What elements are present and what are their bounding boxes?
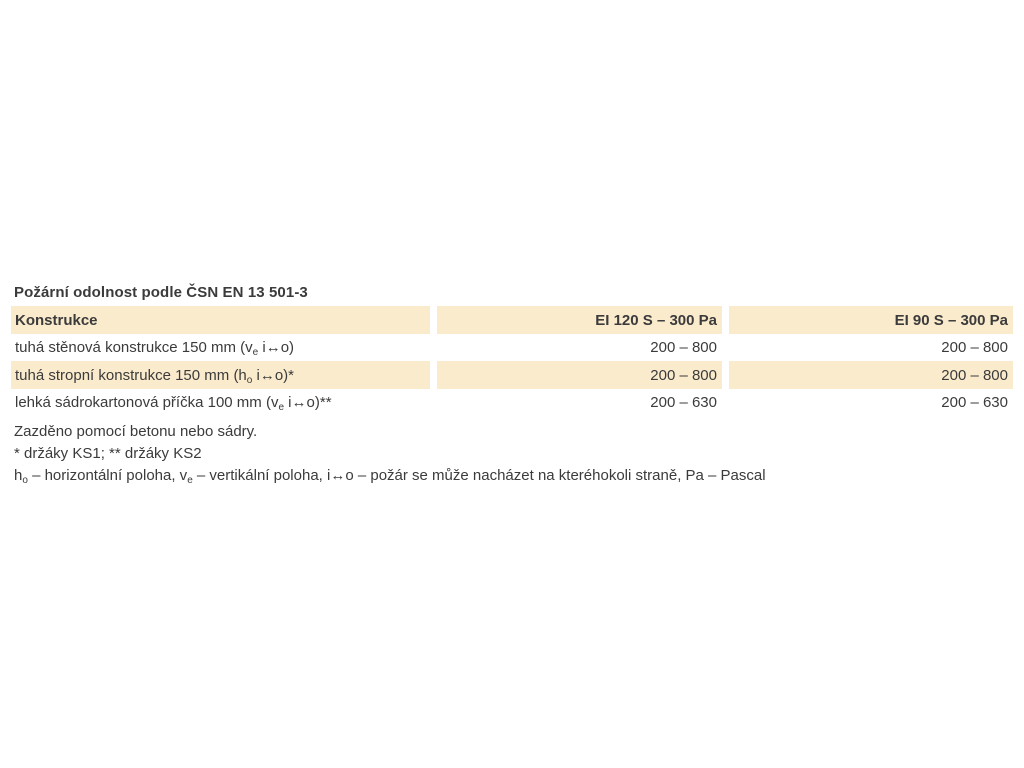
- row-label-text: lehká sádrokartonová příčka 100 mm ($v_e$ i↔o)**: [15, 394, 332, 413]
- table-cell-ei90: 200 – 630: [941, 394, 1008, 411]
- subscript: e: [278, 402, 285, 413]
- table-cell-ei90: 200 – 800: [941, 339, 1008, 356]
- table-cell-ei120: 200 – 800: [437, 361, 722, 389]
- legend-text: $h_o$ – horizontální poloha, $v_e$ – vertikální poloha, i↔o – požár se může nacházet na kteréhokoli straně, Pa – Pascal: [14, 466, 766, 486]
- table-cell-ei120: 200 – 800: [650, 339, 717, 356]
- fire-resistance-table: [11, 306, 1013, 416]
- subscript: e: [187, 474, 193, 486]
- fire-resistance-section: [11, 279, 1013, 486]
- row-label-text: tuhá stropní konstrukce 150 mm ($h_o$ i↔o)*: [15, 366, 295, 386]
- table-row-label: [11, 361, 430, 389]
- subscript: e: [252, 347, 259, 358]
- table-row-label: [11, 334, 430, 361]
- table-cell-ei90: 200 – 800: [729, 361, 1013, 389]
- table-header-ei90: EI 90 S – 300 Pa: [729, 306, 1013, 334]
- table-header-ei120: EI 120 S – 300 Pa: [437, 306, 722, 334]
- table-notes: [14, 420, 1013, 486]
- row-label-text: tuhá stěnová konstrukce 150 mm ($v_e$ i↔o): [15, 339, 295, 358]
- note-legend: [14, 464, 1013, 486]
- subscript: o: [246, 374, 253, 386]
- table-row-label: [11, 389, 430, 416]
- subscript: o: [22, 474, 28, 486]
- section-title: Požární odolnost podle ČSN EN 13 501-3: [14, 284, 308, 301]
- note-filling: Zazděno pomocí betonu nebo sádry.: [14, 422, 258, 440]
- note-brackets: * držáky KS1; ** držáky KS2: [14, 444, 202, 462]
- table-header-konstrukce: Konstrukce: [11, 306, 430, 334]
- table-cell-ei120: 200 – 630: [650, 394, 717, 411]
